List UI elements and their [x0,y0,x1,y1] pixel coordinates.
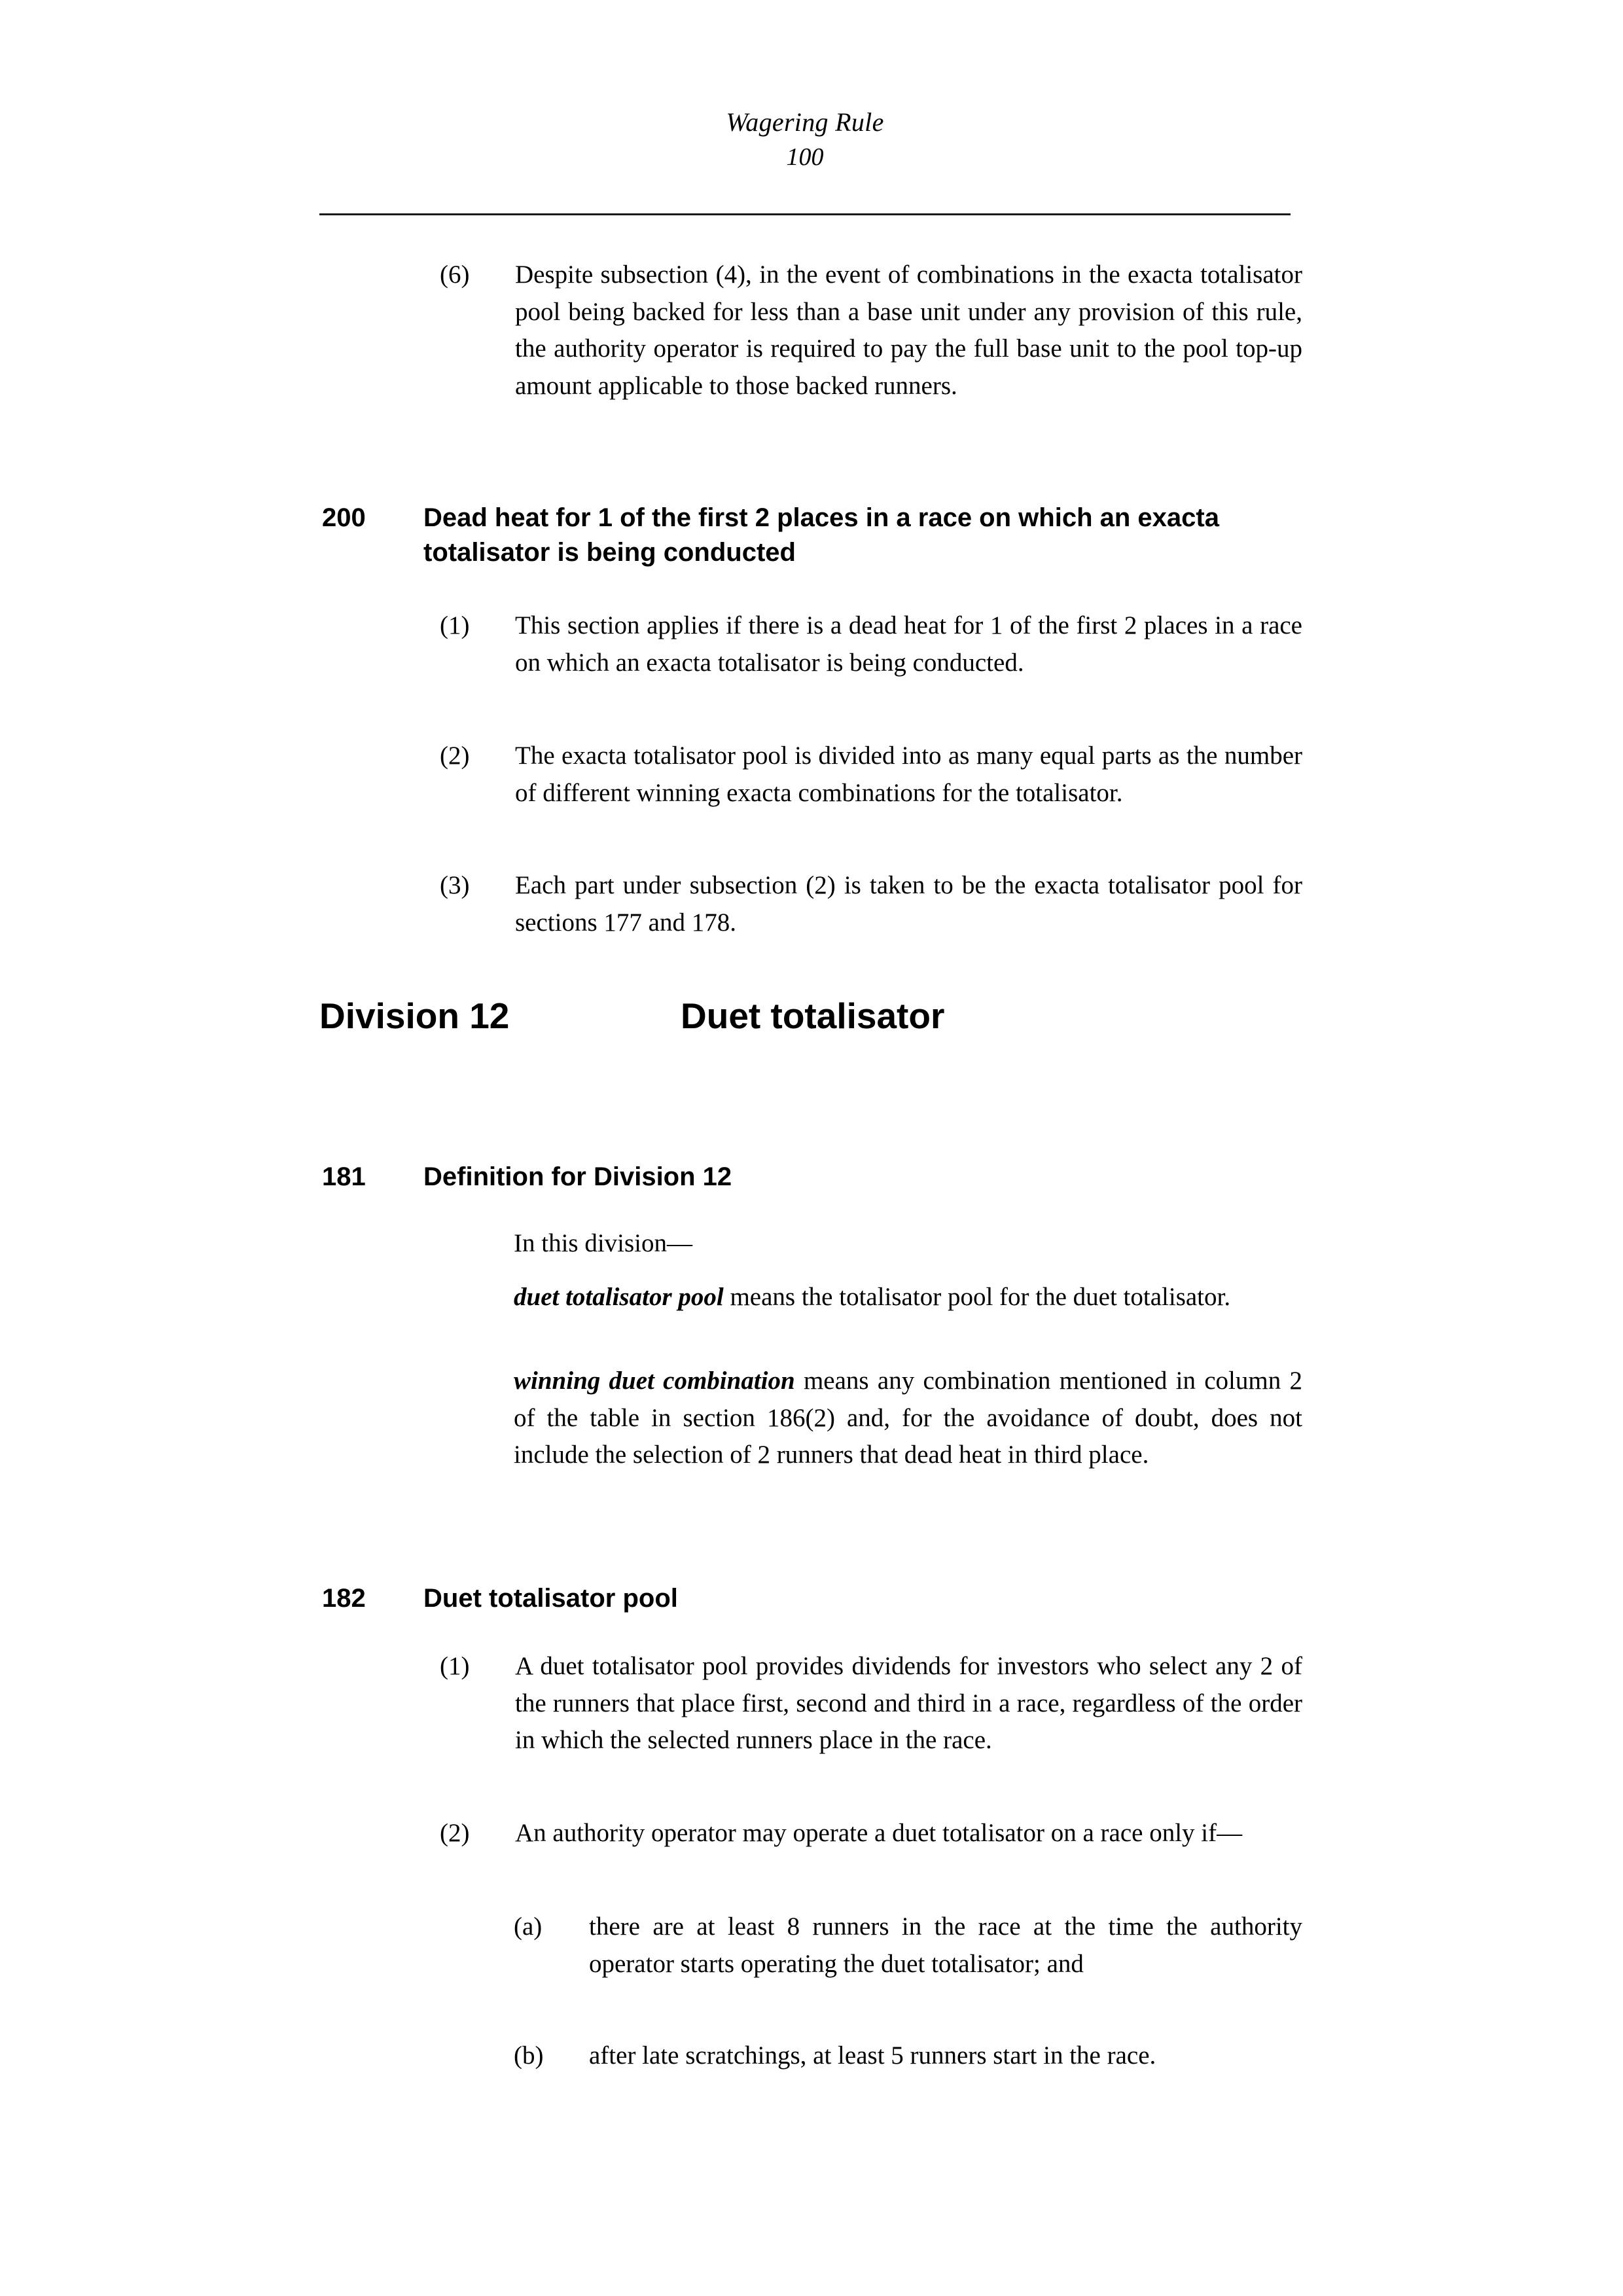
subsection-182-2 [440,1815,1302,1852]
subsection-text: Despite subsection (4), in the event of combinations in the exacta totalisator pool being backed for less than a base unit under any provision of this rule, the authority operator is required to pay the full base unit to the pool top-up amount applicable to those backed runners. [515,260,1302,400]
paragraph-marker: (b) [514,2041,544,2070]
definition-duet-totalisator-pool [514,1279,1302,1316]
paragraph-text: after late scratchings, at least 5 runners start in the race. [589,2041,1156,2070]
subsection-marker: (2) [440,742,470,770]
division-heading-12 [319,992,1301,1039]
definition-lead-in: In this division— [514,1229,693,1257]
division-number: Division 12 [319,996,510,1036]
subsection-200-1 [440,607,1302,681]
subsection-6 [440,257,1302,404]
section-heading-181 [322,1160,1304,1194]
section-number: 182 [322,1584,366,1613]
division-title: Duet totalisator [681,996,945,1036]
definition-text: means any combination mentioned in column 2 of the table in section 186(2) and, for the avoidance of doubt, does not include the selection of 2 runners that dead heat in third place. [514,1367,1302,1469]
paragraph-marker: (a) [514,1912,543,1941]
defined-term: winning duet combination [514,1367,795,1395]
subsection-marker: (1) [440,611,470,639]
subsection-200-2 [440,738,1302,812]
paragraph-182-2-a [514,1909,1302,1982]
section-heading-200 [322,501,1304,570]
page-header [319,105,1291,174]
subsection-200-3 [440,867,1302,941]
paragraph-text: there are at least 8 runners in the race at the time the authority operator starts operating the duet totalisator; and [589,1912,1302,1978]
defined-term: duet totalisator pool [514,1283,724,1311]
definition-text: means the totalisator pool for the duet totalisator. [723,1283,1231,1311]
subsection-text: This section applies if there is a dead heat for 1 of the first 2 places in a race on which an exacta totalisator is being conducted. [515,611,1302,677]
paragraph-182-2-b [514,2037,1302,2075]
section-heading-182 [322,1581,1304,1616]
subsection-182-1 [440,1648,1302,1759]
subsection-marker: (1) [440,1652,470,1680]
definition-winning-duet-combination [514,1363,1302,1474]
subsection-text: A duet totalisator pool provides dividends for investors who select any 2 of the runners that place first, second and third in a race, regardless of the order in which the selected runners place in the race. [515,1652,1302,1754]
subsection-text: An authority operator may operate a duet totalisator on a race only if— [515,1819,1243,1847]
header-title: Wagering Rule [726,107,884,137]
section-title: Duet totalisator pool [423,1584,678,1613]
header-page-number: 100 [786,143,824,171]
subsection-text: The exacta totalisator pool is divided into as many equal parts as the number of different winning exacta combinations for the totalisator. [515,742,1302,807]
section-number: 200 [322,503,366,532]
header-divider-rule [319,213,1291,215]
section-title: Definition for Division 12 [423,1162,732,1191]
section-title: Dead heat for 1 of the first 2 places in a race on which an exacta totalisator is being conducted [423,503,1219,567]
subsection-text: Each part under subsection (2) is taken to be the exacta totalisator pool for sections 177 and 178. [515,871,1302,937]
subsection-marker: (2) [440,1819,470,1847]
section-number: 181 [322,1162,366,1191]
subsection-marker: (6) [440,260,470,289]
subsection-marker: (3) [440,871,470,899]
